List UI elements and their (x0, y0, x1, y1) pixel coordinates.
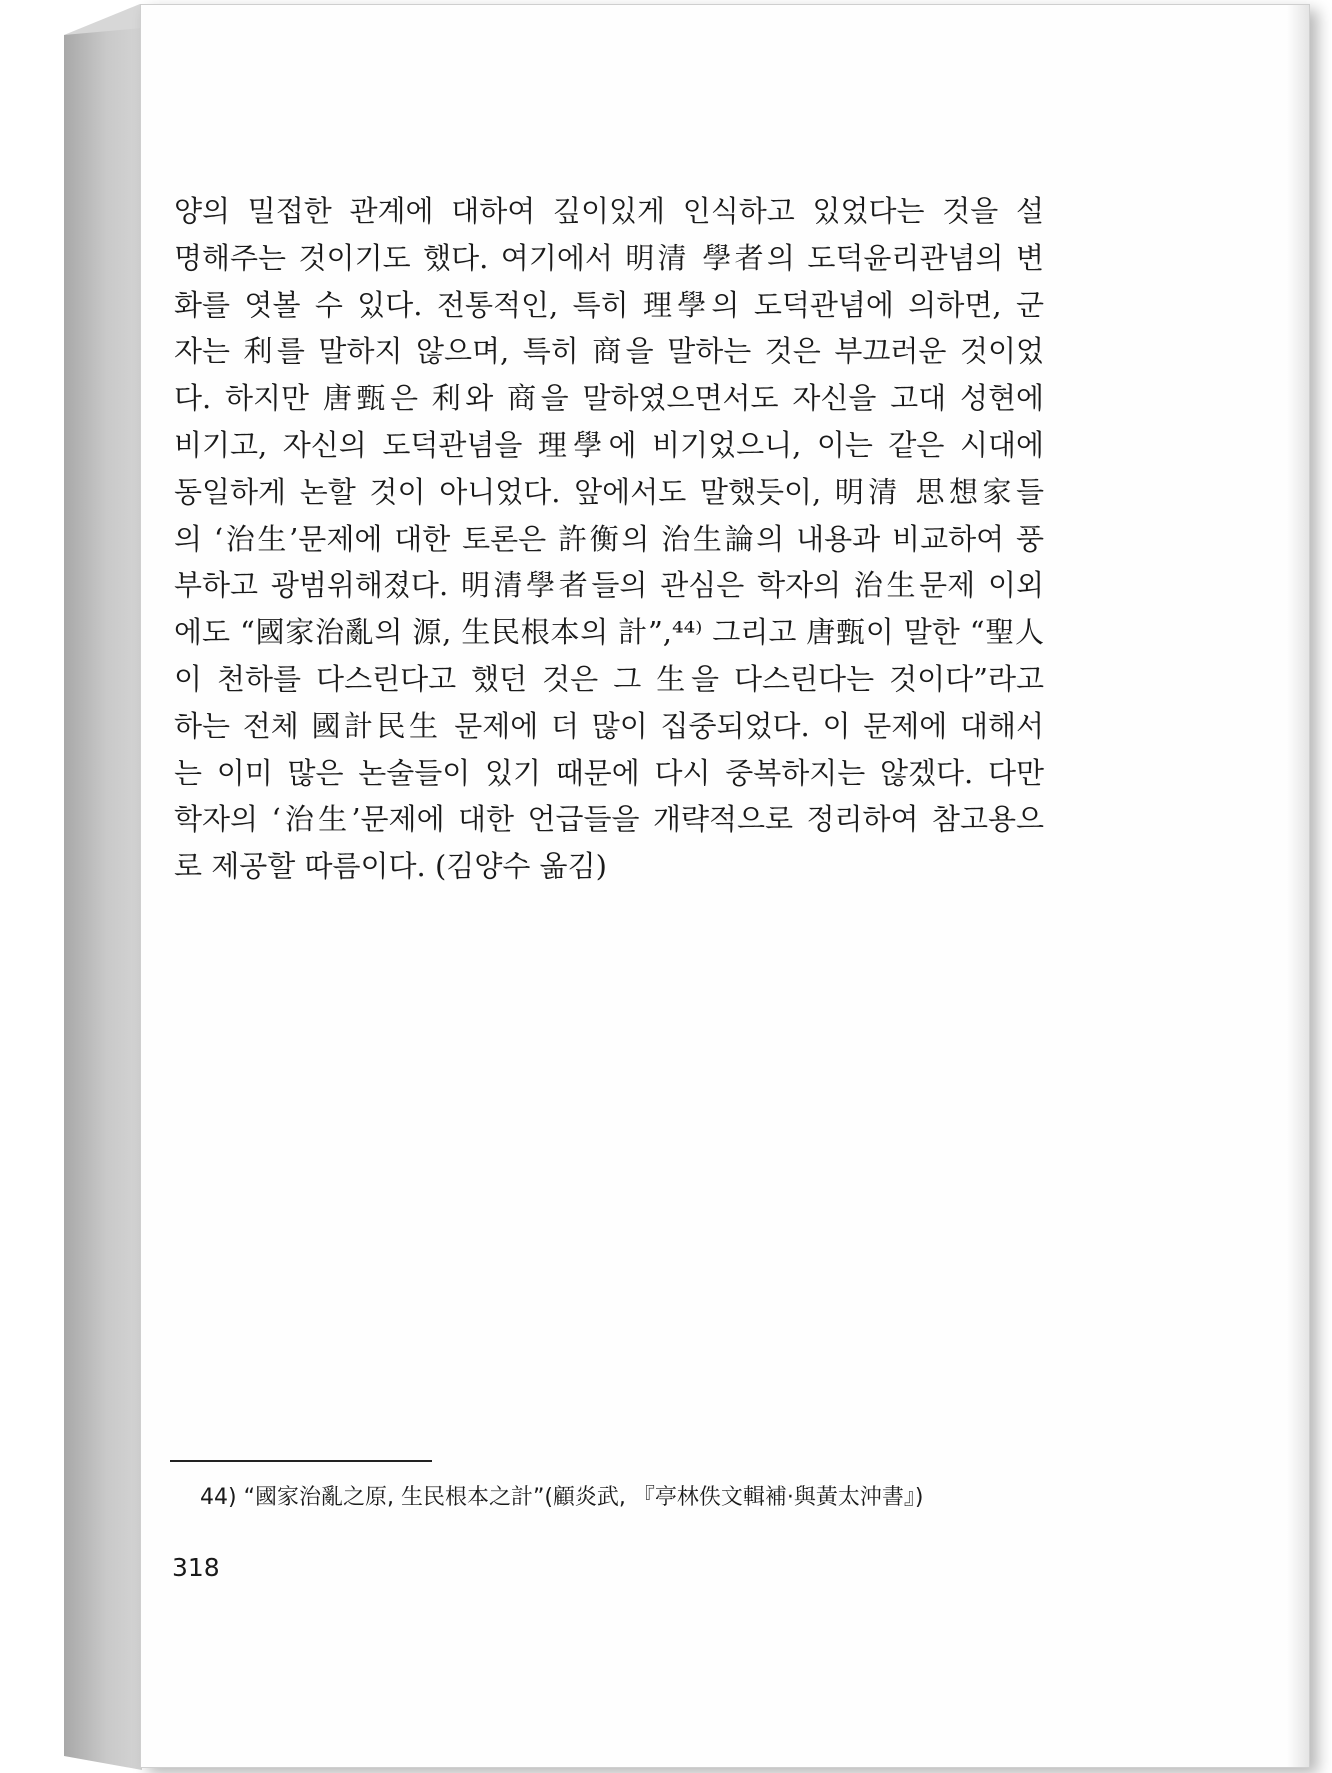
page-edge-shade (1287, 5, 1309, 1767)
text-line: 는 이미 많은 논술들이 있기 때문에 다시 중복하지는 않겠다. 다만 (174, 755, 1044, 790)
text-line: 양의 밀접한 관계에 대하여 깊이있게 인식하고 있었다는 것을 설 (174, 194, 1044, 228)
text-line: 비기고, 자신의 도덕관념을 理學에 비기었으니, 이는 같은 시대에 (174, 427, 1044, 462)
text-line: 하는 전체 國計民生 문제에 더 많이 집중되었다. 이 문제에 대해서 (174, 708, 1044, 743)
text-line: 이 천하를 다스린다고 했던 것은 그 生을 다스린다는 것이다”라고 (174, 661, 1044, 696)
text-line: 에도 “國家治亂의 源, 生民根本의 計”,⁴⁴⁾ 그리고 唐甄이 말한 “聖人 (174, 615, 1044, 650)
footnote-divider (170, 1460, 432, 1462)
text-line: 명해주는 것이기도 했다. 여기에서 明清 學者의 도덕윤리관념의 변 (174, 240, 1044, 275)
text-line: 로 제공할 따름이다. (김양수 옮김) (174, 849, 607, 884)
text-line: 다. 하지만 唐甄은 利와 商을 말하였으면서도 자신을 고대 성현에 (174, 381, 1044, 416)
footnote: 44) “國家治亂之原, 生民根本之計”(顧炎武, 『亭林佚文輯補·與黃太沖書』) (200, 1485, 924, 1510)
text-line: 화를 엿볼 수 있다. 전통적인, 특히 理學의 도덕관념에 의하면, 군 (174, 287, 1044, 322)
book-spine-side (64, 28, 142, 1770)
body-paragraph (174, 188, 1044, 890)
text-line: 학자의 ‘治生’문제에 대한 언급들을 개략적으로 정리하여 참고용으 (174, 802, 1044, 837)
page-number: 318 (172, 1553, 220, 1582)
text-line: 동일하게 논할 것이 아니었다. 앞에서도 말했듯이, 明清 思想家들 (174, 474, 1044, 509)
text-line: 자는 利를 말하지 않으며, 특히 商을 말하는 것은 부끄러운 것이었 (174, 334, 1044, 369)
text-line: 의 ‘治生’문제에 대한 토론은 許衡의 治生論의 내용과 비교하여 풍 (174, 521, 1044, 556)
text-line: 부하고 광범위해졌다. 明清學者들의 관심은 학자의 治生문제 이외 (174, 568, 1044, 603)
